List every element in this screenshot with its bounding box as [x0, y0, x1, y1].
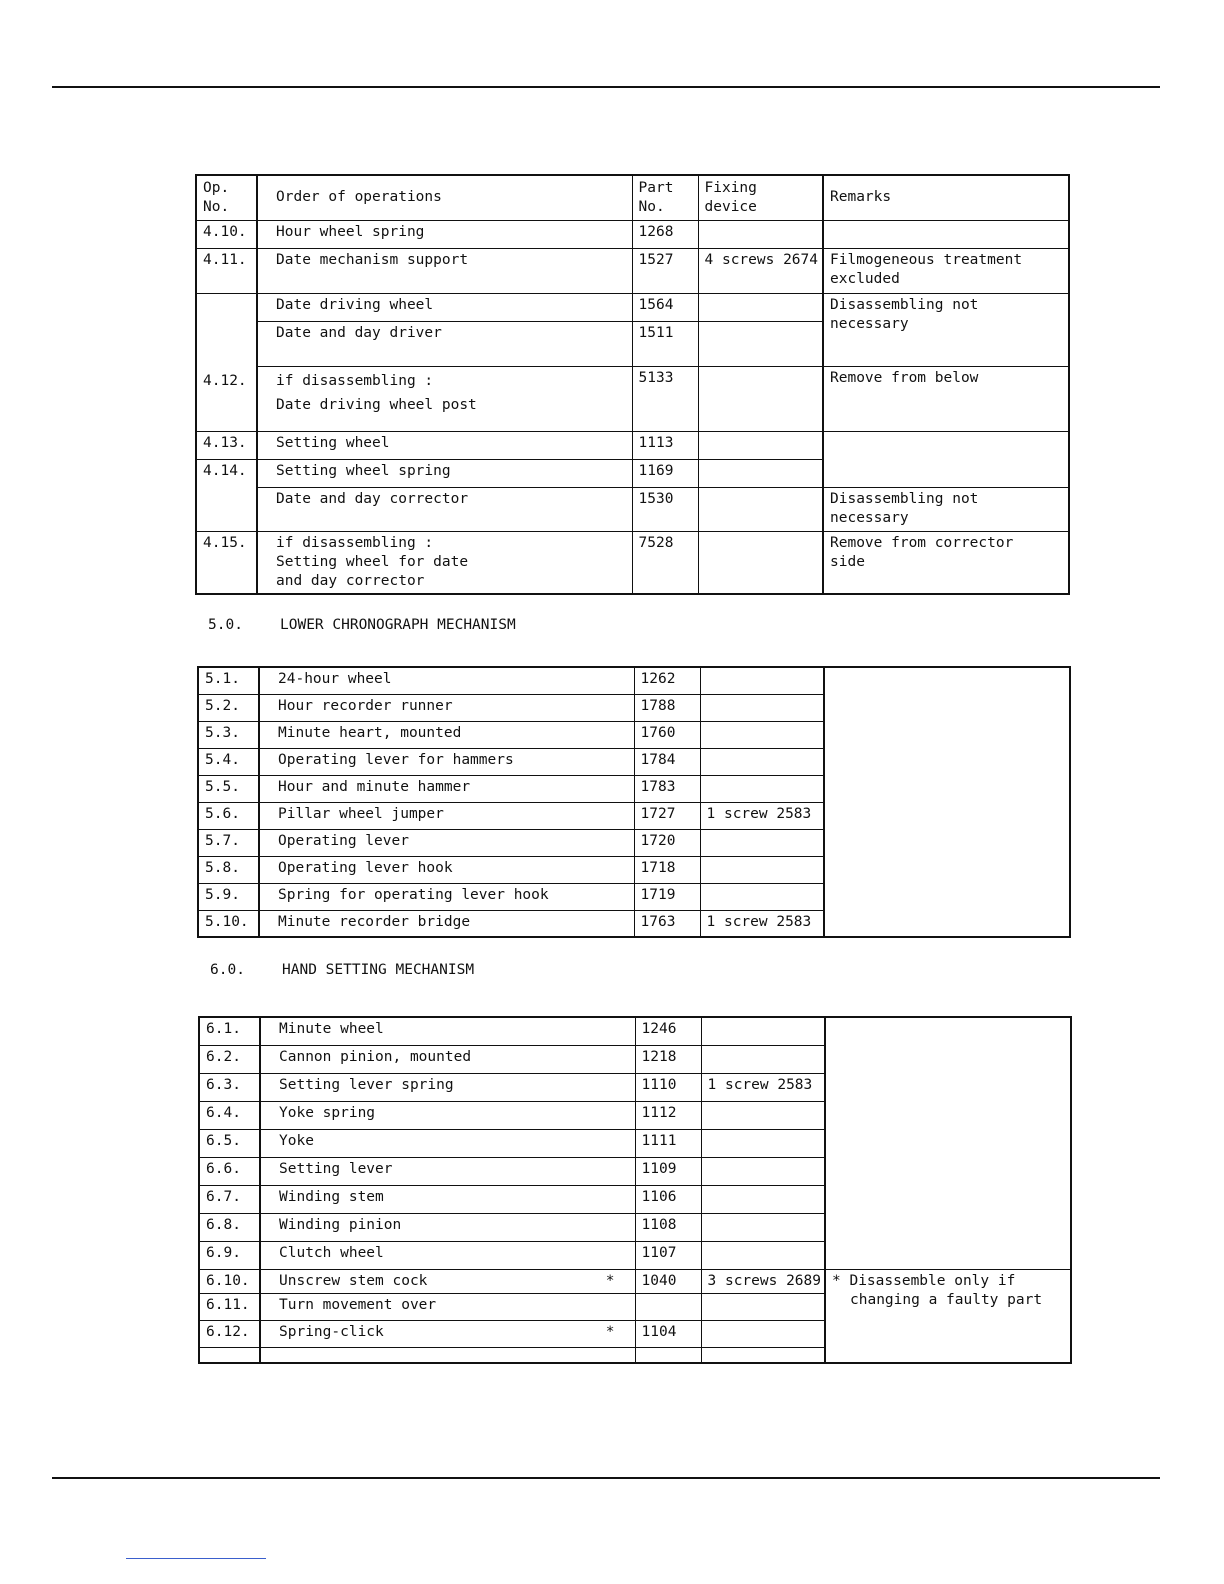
- part-no-header: Part No.: [632, 175, 698, 220]
- op-number: 5.2.: [198, 694, 259, 721]
- part-number: 1262: [634, 667, 700, 694]
- op-number: 6.9.: [199, 1241, 260, 1269]
- fixing-device: [701, 1129, 825, 1157]
- fixing-device: [701, 1241, 825, 1269]
- operation-name: Winding pinion: [260, 1213, 635, 1241]
- table-row: [198, 667, 1070, 694]
- operation-name: Operating lever: [259, 829, 634, 856]
- part-number: 1111: [635, 1129, 701, 1157]
- table-row: 4.13. Setting wheel 1113: [196, 431, 1069, 459]
- table-header-row: [196, 175, 1069, 220]
- part-number: 1110: [635, 1073, 701, 1101]
- table-row: [199, 1017, 1071, 1045]
- remarks-note: * Disassemble only if changing a faulty part: [825, 1269, 1071, 1363]
- fixing-device: [700, 721, 824, 748]
- op-number: 5.10.: [198, 910, 259, 937]
- section-5-table: [197, 666, 1071, 938]
- top-rule: [52, 86, 1160, 88]
- fixing-device: [700, 667, 824, 694]
- section-5-heading: 5.0. LOWER CHRONOGRAPH MECHANISM: [208, 617, 516, 633]
- section-6-heading: 6.0. HAND SETTING MECHANISM: [210, 962, 475, 978]
- operation-name: Setting lever: [260, 1157, 635, 1185]
- part-number: 1718: [634, 856, 700, 883]
- fixing-device: [701, 1185, 825, 1213]
- operation-name: Minute heart, mounted: [259, 721, 634, 748]
- op-number: 6.8.: [199, 1213, 260, 1241]
- part-number: 1788: [634, 694, 700, 721]
- operation-name: 24-hour wheel: [259, 667, 634, 694]
- fixing-device: [700, 829, 824, 856]
- fixing-device: [701, 1017, 825, 1045]
- operation-name: Operating lever hook: [259, 856, 634, 883]
- part-number: 1107: [635, 1241, 701, 1269]
- operation-name: Minute wheel: [260, 1017, 635, 1045]
- fixing-device: [700, 775, 824, 802]
- fixing-device: [700, 883, 824, 910]
- part-number: 1727: [634, 802, 700, 829]
- op-number: 6.1.: [199, 1017, 260, 1045]
- op-number: 6.6.: [199, 1157, 260, 1185]
- part-number: 1109: [635, 1157, 701, 1185]
- op-number: 5.8.: [198, 856, 259, 883]
- op-number: 5.9.: [198, 883, 259, 910]
- table-row: 6.12. Spring-click * 1104: [199, 1320, 1071, 1347]
- footer-underline: [126, 1558, 266, 1559]
- remarks-cell: [825, 1017, 1071, 1269]
- op-number: 5.6.: [198, 802, 259, 829]
- fixing-device: [700, 856, 824, 883]
- part-number: 1112: [635, 1101, 701, 1129]
- operation-name: Yoke spring: [260, 1101, 635, 1129]
- op-no-header: Op. No.: [196, 175, 257, 220]
- table-row: 6.10. Unscrew stem cock * 1040 3 screws 2689 * Disassemble only if changing a faulty part: [199, 1269, 1071, 1293]
- op-number: 6.3.: [199, 1073, 260, 1101]
- table-row: 4.10. Hour wheel spring 1268: [196, 220, 1069, 248]
- op-number: 6.2.: [199, 1045, 260, 1073]
- operation-name: Winding stem: [260, 1185, 635, 1213]
- operation-name: Minute recorder bridge: [259, 910, 634, 937]
- part-number: 1719: [634, 883, 700, 910]
- order-header: Order of operations: [257, 175, 632, 220]
- part-number: 1218: [635, 1045, 701, 1073]
- operation-name: Yoke: [260, 1129, 635, 1157]
- fixing-device: [701, 1045, 825, 1073]
- op-number: 5.1.: [198, 667, 259, 694]
- part-number: 1246: [635, 1017, 701, 1045]
- operation-name: Operating lever for hammers: [259, 748, 634, 775]
- bottom-rule: [52, 1477, 1160, 1479]
- fixing-device: [701, 1213, 825, 1241]
- fixing-device: 1 screw 2583: [700, 910, 824, 937]
- operation-name: Cannon pinion, mounted: [260, 1045, 635, 1073]
- table-row: 6.11. Turn movement over: [199, 1293, 1071, 1320]
- fixing-device-header: Fixing device: [698, 175, 823, 220]
- table-row: Date and day driver 1511: [196, 321, 1069, 366]
- op-number: 6.7.: [199, 1185, 260, 1213]
- fixing-device: [700, 694, 824, 721]
- operation-name: Setting lever spring: [260, 1073, 635, 1101]
- section-4-table: [195, 174, 1070, 595]
- op-number: 5.5.: [198, 775, 259, 802]
- table-row: Date and day corrector 1530 Disassembling not necessary: [196, 487, 1069, 531]
- section-6-table: [198, 1016, 1072, 1364]
- table-row: 4.14. Setting wheel spring 1169: [196, 459, 1069, 487]
- fixing-device: [700, 748, 824, 775]
- operation-name: Pillar wheel jumper: [259, 802, 634, 829]
- operation-name: Spring for operating lever hook: [259, 883, 634, 910]
- table-row: 4.15. if disassembling : Setting wheel for date and day corrector 7528 Remove from corrector side: [196, 531, 1069, 594]
- op-number: 5.3.: [198, 721, 259, 748]
- op-number: 5.4.: [198, 748, 259, 775]
- operation-name: Hour recorder runner: [259, 694, 634, 721]
- remarks-cell: [824, 667, 1070, 937]
- part-number: 1763: [634, 910, 700, 937]
- part-number: 1106: [635, 1185, 701, 1213]
- part-number: 1760: [634, 721, 700, 748]
- table-row: if disassembling : Date driving wheel post 5133 Remove from below: [196, 366, 1069, 431]
- fixing-device: [701, 1101, 825, 1129]
- part-number: 1720: [634, 829, 700, 856]
- op-number: 6.4.: [199, 1101, 260, 1129]
- part-number: 1783: [634, 775, 700, 802]
- fixing-device: 1 screw 2583: [701, 1073, 825, 1101]
- remarks-header: Remarks: [823, 175, 1069, 220]
- operation-name: Clutch wheel: [260, 1241, 635, 1269]
- table-row: 4.11. Date mechanism support 1527 4 screws 2674 Filmogeneous treatment excluded: [196, 248, 1069, 293]
- fixing-device: 1 screw 2583: [700, 802, 824, 829]
- part-number: 1784: [634, 748, 700, 775]
- part-number: 1108: [635, 1213, 701, 1241]
- op-number: 5.7.: [198, 829, 259, 856]
- fixing-device: [701, 1157, 825, 1185]
- table-row: 4.12. Date driving wheel 1564 Disassembling not necessary: [196, 293, 1069, 321]
- operation-name: Hour and minute hammer: [259, 775, 634, 802]
- op-number: 6.5.: [199, 1129, 260, 1157]
